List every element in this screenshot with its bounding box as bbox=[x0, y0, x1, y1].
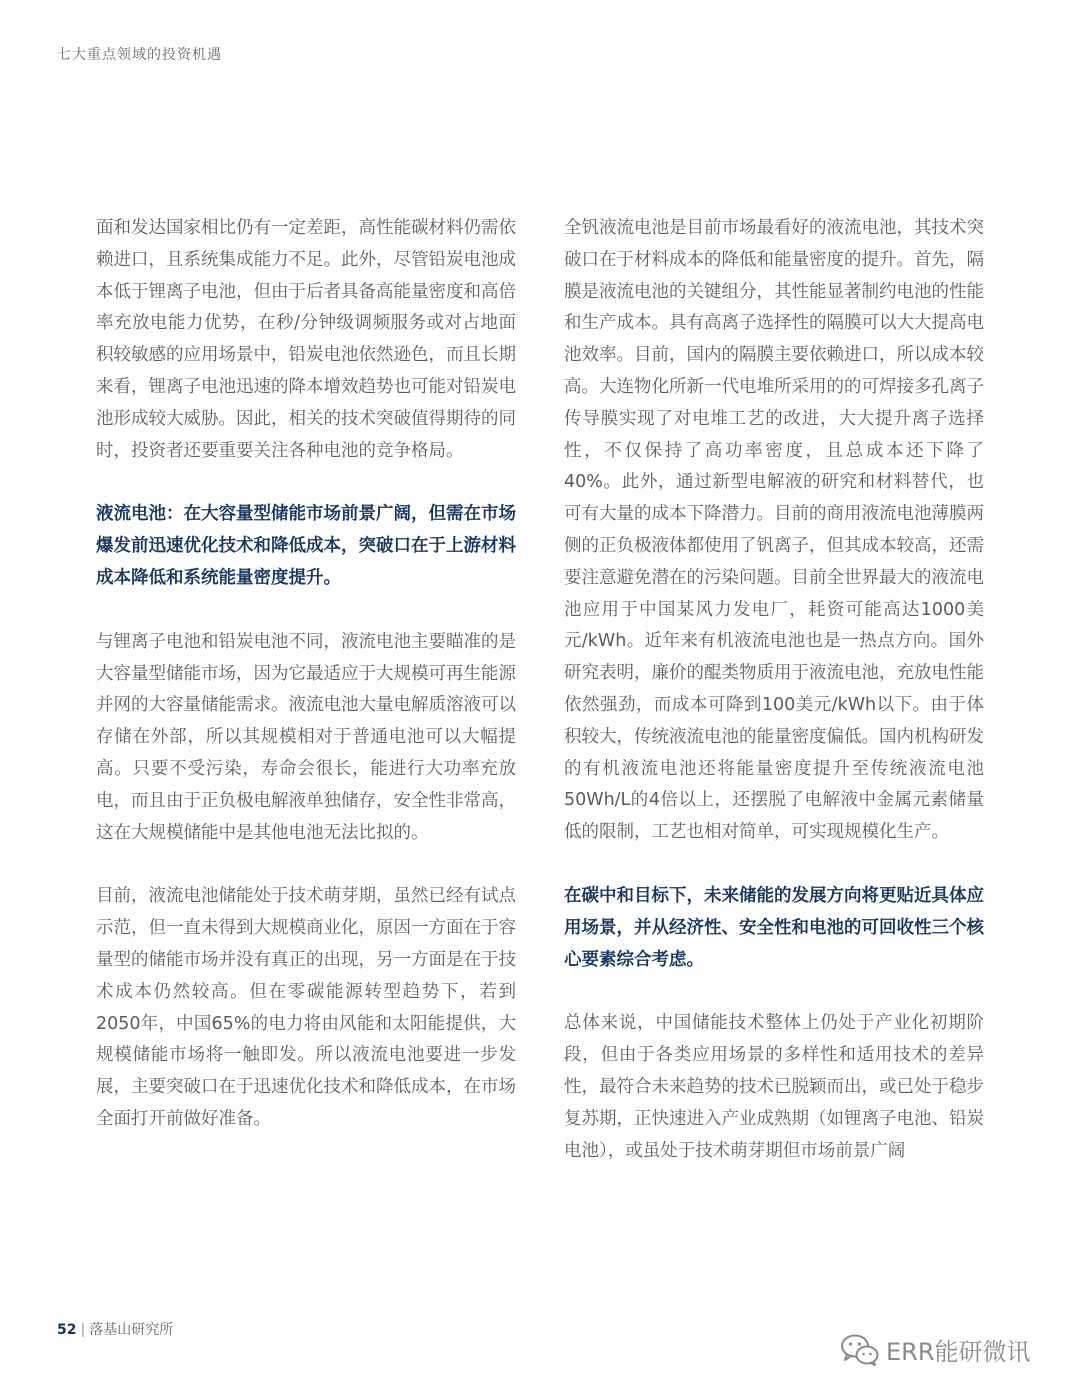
left-paragraph-3: 目前，液流电池储能处于技术萌芽期，虽然已经有试点示范，但一直未得到大规模商业化，原因一方面在于容量型的储能市场并没有真正的出现，另一方面是在于技术成本仍然较高。但在零碳能源转型趋势下，若到2050年，中国65%的电力将由风能和太阳能提供，大规模储能市场将一触即发。所以液流电池要进一步发展，主要突破口在于迅速优化技术和降低成本，在市场全面打开前做好准备。 bbox=[96, 886, 516, 1129]
page-footer bbox=[57, 1319, 173, 1339]
publisher-name: 落基山研究所 bbox=[89, 1322, 174, 1338]
wechat-icon bbox=[840, 1333, 880, 1367]
right-column bbox=[564, 213, 984, 1199]
left-column bbox=[96, 213, 516, 1168]
footer-separator: | bbox=[80, 1322, 86, 1338]
left-paragraph-1: 面和发达国家相比仍有一定差距，高性能碳材料仍需依赖进口，且系统集成能力不足。此外，尽管铅炭电池成本低于锂离子电池，但由于后者具备高能量密度和高倍率充放电能力优势，在秒/分钟级调频服务或对占地面积较敏感的应用场景中，铅炭电池依然逊色，而且长期来看，锂离子电池迅速的降本增效趋势也可能对铅炭电池形成较大威胁。因此，相关的技术突破值得期待的同时，投资者还要重要关注各种电池的竞争格局。 bbox=[96, 218, 516, 461]
page-number: 52 bbox=[57, 1322, 77, 1338]
left-section-heading: 液流电池：在大容量型储能市场前景广阔，但需在市场爆发前迅速优化技术和降低成本，突破口在于上游材料成本降低和系统能量密度提升。 bbox=[96, 504, 516, 588]
right-section-heading: 在碳中和目标下，未来储能的发展方向将更贴近具体应用场景，并从经济性、安全性和电池的可回收性三个核心要素综合考虑。 bbox=[564, 885, 984, 970]
wechat-watermark bbox=[840, 1332, 1031, 1367]
right-paragraph-1: 全钒液流电池是目前市场最看好的液流电池，其技术突破口在于材料成本的降低和能量密度的提升。首先，隔膜是液流电池的关键组分，其性能显著制约电池的性能和生产成本。具有高离子选择性的隔膜可以大大提高电池效率。目前，国内的隔膜主要依赖进口，所以成本较高。大连物化所新一代电堆所采用的的可焊接多孔离子传导膜实现了对电堆工艺的改进，大大提升离子选择性，不仅保持了高功率密度，且总成本还下降了40%。此外，通过新型电解液的研究和材料替代，也可有大量的成本下降潜力。目前的商用液流电池薄膜两侧的正负极液体都使用了钒离子，但其成本较高，还需要注意避免潜在的污染问题。目前全世界最大的液流电池应用于中国某风力发电厂，耗资可能高达1000美元/kWh。近年来有机液流电池也是一热点方向。国外研究表明，廉价的醌类物质用于液流电池，充放电性能依然强劲，而成本可降到100美元/kWh以下。由于体积较大，传统液流电池的能量密度偏低。国内机构研发的有机液流电池还将能量密度提升至传统液流电池50Wh/L的4倍以上，还摆脱了电解液中金属元素储量低的限制，工艺也相对简单，可实现规模化生产。 bbox=[564, 218, 984, 843]
watermark-text: ERR能研微讯 bbox=[886, 1338, 1031, 1366]
running-header: 七大重点领域的投资机遇 bbox=[57, 47, 222, 63]
left-paragraph-2: 与锂离子电池和铅炭电池不同，液流电池主要瞄准的是大容量型储能市场，因为它最适应于大规模可再生能源并网的大容量储能需求。液流电池大量电解质溶液可以存储在外部，所以其规模相对于普通电池可以大幅提高。只要不受污染，寿命会很长，能进行大功率充放电，而且由于正负极电解液单独储存，安全性非常高，这在大规模储能中是其他电池无法比拟的。 bbox=[96, 631, 516, 843]
right-paragraph-2: 总体来说，中国储能技术整体上仍处于产业化初期阶段，但由于各类应用场景的多样性和适用技术的差异性，最符合未来趋势的技术已脱颖而出，或已处于稳步复苏期，正快速进入产业成熟期（如锂离子电池、铅炭电池），或虽处于技术萌芽期但市场前景广阔 bbox=[564, 1013, 984, 1161]
